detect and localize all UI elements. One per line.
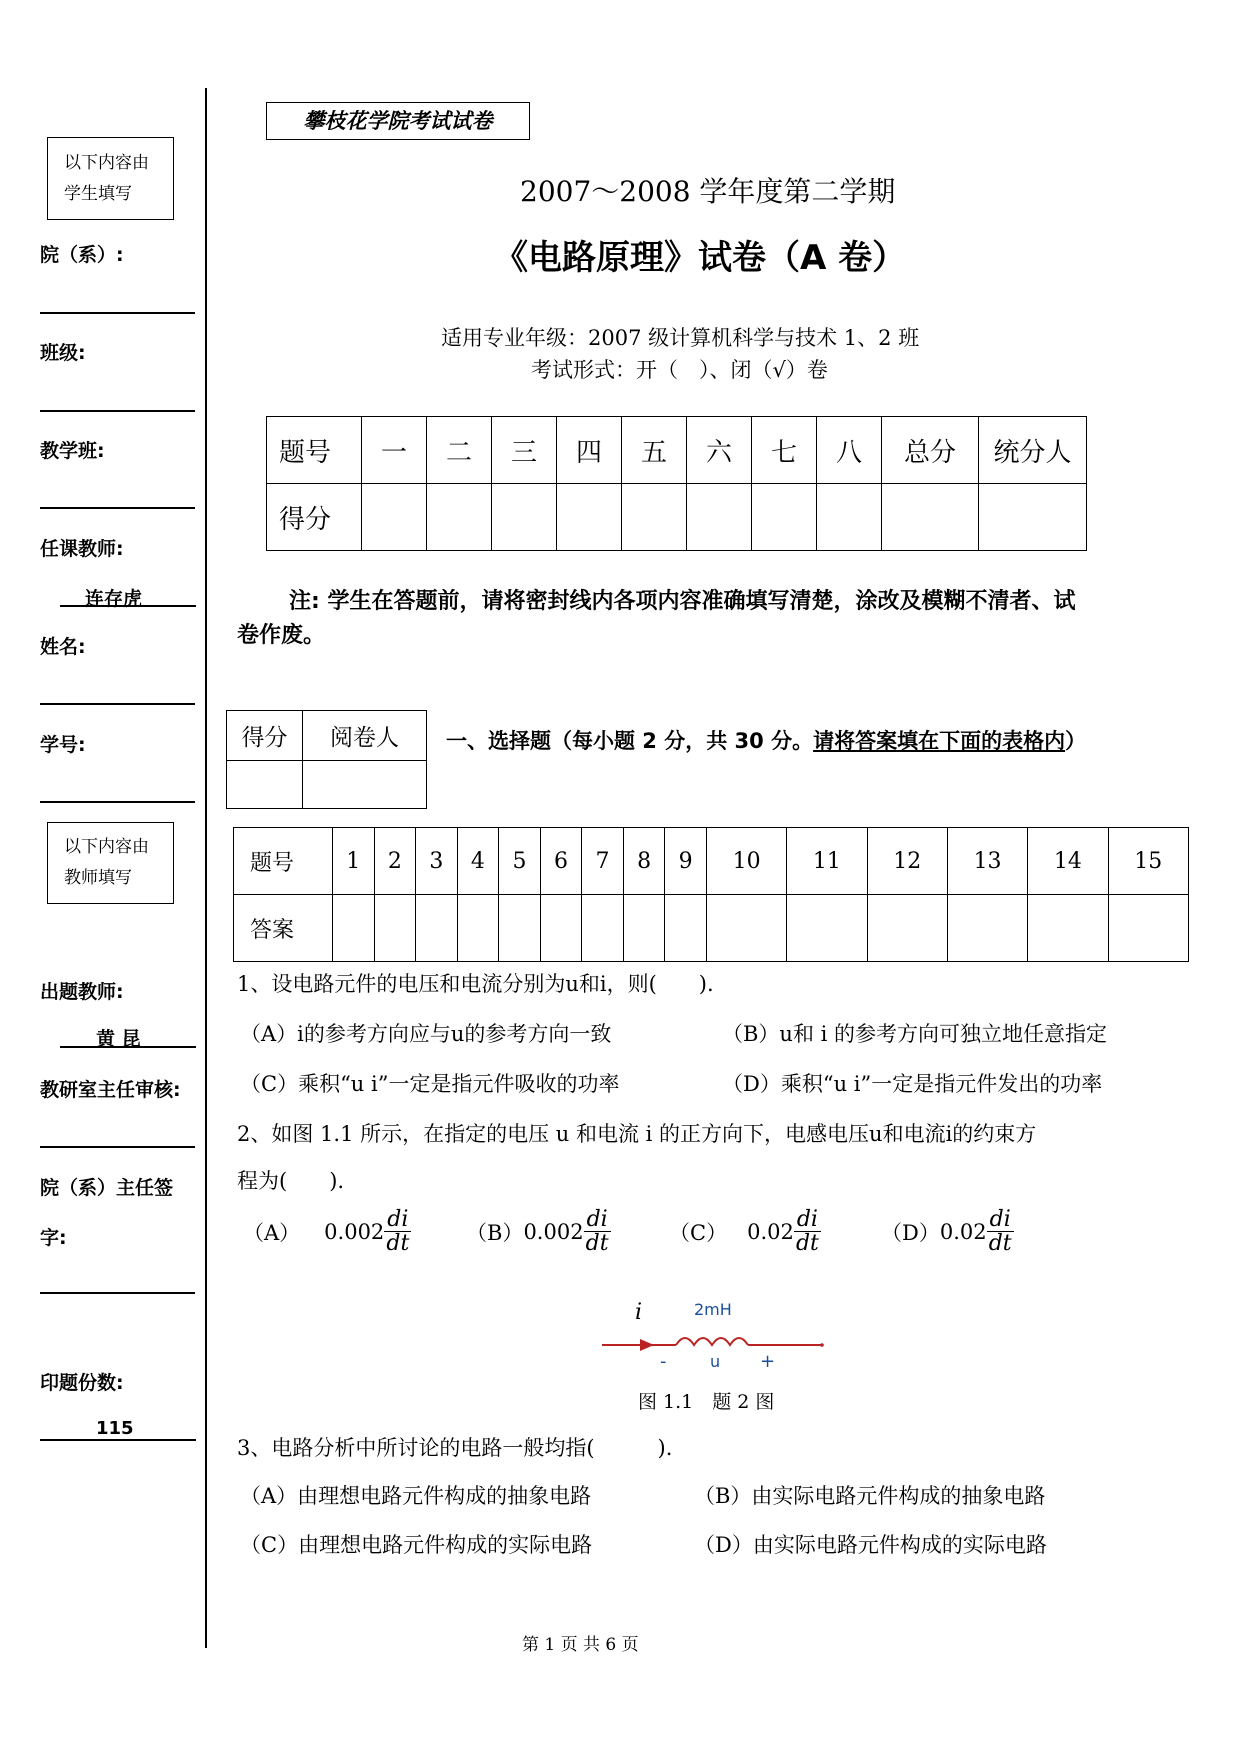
dean-label-cont: 字: [40,1227,67,1249]
answer-number-14: 14 [1028,828,1108,895]
answer-number-2: 2 [374,828,416,895]
answer-input[interactable] [1028,895,1108,962]
school-stamp: 攀枝花学院考试试卷 [266,102,530,140]
answer-input[interactable] [582,895,624,962]
score-cell-counter: 统分人 [979,417,1087,484]
option-c-fraction: $\frac{di}{dt}$ [794,1208,821,1255]
score-cell-label: 题号 [267,417,362,484]
score-cell-7: 七 [752,417,817,484]
note-line-1: 注: 学生在答题前，请将密封线内各项内容准确填写清楚，涂改及模糊不清者、试 [289,589,1076,614]
applicable-major: 适用专业年级：2007 级计算机科学与技术 1、2 班 [441,326,920,350]
answer-input[interactable] [540,895,582,962]
dean-label: 院（系）主任签 [40,1177,174,1199]
question-2-option-b [466,1208,611,1255]
setter-value: 黄 昆 [96,1028,141,1050]
college-label: 院（系）: [40,244,124,266]
answer-input[interactable] [374,895,416,962]
score-table-score-row [267,484,1087,551]
dean-line[interactable] [40,1292,195,1294]
figure-minus-label: - [660,1351,667,1370]
answer-number-7: 7 [582,828,624,895]
grader-name-input[interactable] [303,761,427,809]
name-line[interactable] [40,703,195,705]
answer-number-1: 1 [333,828,375,895]
answer-table-answer-row [234,895,1189,962]
exam-title: 《电路原理》试卷（A 卷） [494,238,907,278]
answer-input[interactable] [867,895,947,962]
answer-number-10: 10 [706,828,786,895]
question-1-option-a: （A）i的参考方向应与u的参考方向一致 [240,1022,612,1046]
answer-number-5: 5 [499,828,541,895]
copies-label: 印题份数: [40,1372,124,1394]
answer-input[interactable] [333,895,375,962]
answer-table-number-row [234,828,1189,895]
teacher-label: 任课教师: [40,538,124,560]
section1-title [446,725,1086,755]
answer-number-3: 3 [416,828,458,895]
score-input-7[interactable] [752,484,817,551]
answer-number-9: 9 [665,828,707,895]
page-number: 第 1 页 共 6 页 [522,1635,639,1655]
score-input-total[interactable] [882,484,979,551]
answer-input[interactable] [499,895,541,962]
college-line[interactable] [40,312,195,314]
section1-title-end: ） [1065,729,1087,753]
teaching-class-line[interactable] [40,507,195,509]
score-input-5[interactable] [622,484,687,551]
answer-number-6: 6 [540,828,582,895]
answer-number-4: 4 [457,828,499,895]
name-label: 姓名: [40,636,86,658]
question-1-option-d: （D）乘积“u i”一定是指元件发出的功率 [722,1072,1103,1096]
score-input-3[interactable] [492,484,557,551]
score-cell-6: 六 [687,417,752,484]
score-input-8[interactable] [817,484,882,551]
option-a-fraction: $\frac{di}{dt}$ [384,1208,411,1255]
question-2-option-c [669,1208,821,1255]
option-c-label: （C） [669,1220,728,1245]
score-row-label: 得分 [267,484,362,551]
question-2-line-1: 2、如图 1.1 所示，在指定的电压 u 和电流 i 的正方向下，电感电压u和电流i的约束方 [237,1122,1037,1146]
score-input-counter[interactable] [979,484,1087,551]
question-2-option-d [881,1208,1014,1255]
option-b-label: （B） [466,1220,524,1245]
answer-table [233,827,1189,962]
inductor-coil [676,1338,748,1345]
figure-voltage-label: u [710,1352,721,1370]
note-line-2: 卷作废。 [237,623,326,648]
answer-number-label: 题号 [234,828,333,895]
score-input-4[interactable] [557,484,622,551]
question-3-option-b: （B）由实际电路元件构成的抽象电路 [694,1484,1046,1508]
inductor-circuit-figure [600,1295,830,1370]
score-cell-8: 八 [817,417,882,484]
score-input-1[interactable] [362,484,427,551]
copies-value: 115 [96,1418,134,1439]
question-3-option-c: （C）由理想电路元件构成的实际电路 [240,1533,593,1557]
student-id-line[interactable] [40,801,195,803]
score-table-header-row [267,417,1087,484]
answer-input[interactable] [1108,895,1188,962]
setter-line[interactable] [60,1046,196,1048]
grader-name-label: 阅卷人 [303,711,427,761]
setter-label: 出题教师: [40,981,124,1003]
score-input-6[interactable] [687,484,752,551]
score-cell-4: 四 [557,417,622,484]
grader-score-input[interactable] [227,761,303,809]
grader-score-label: 得分 [227,711,303,761]
grader-table [226,710,427,809]
question-1-option-b: （B）u和 i 的参考方向可独立地任意指定 [722,1022,1108,1046]
question-3-option-d: （D）由实际电路元件构成的实际电路 [694,1533,1047,1557]
answer-input[interactable] [457,895,499,962]
term-title: 2007～2008 学年度第二学期 [520,175,896,208]
score-cell-1: 一 [362,417,427,484]
exam-form: 考试形式：开（ ）、闭（√）卷 [531,358,828,382]
answer-input[interactable] [947,895,1027,962]
score-cell-total: 总分 [882,417,979,484]
option-a-label: （A） [243,1220,301,1245]
score-table [266,416,1087,551]
teacher-value: 连存虎 [85,588,143,610]
answer-number-8: 8 [623,828,665,895]
question-3-option-a: （A）由理想电路元件构成的抽象电路 [240,1484,592,1508]
reviewer-label: 教研室主任审核: [40,1079,181,1101]
answer-input[interactable] [665,895,707,962]
answer-number-12: 12 [867,828,947,895]
student-fill-text: 以下内容由 学生填写 [64,153,149,204]
score-cell-2: 二 [427,417,492,484]
teacher-fill-text: 以下内容由 教师填写 [64,837,149,888]
question-1: 1、设电路元件的电压和电流分别为u和i，则( ). [237,972,714,996]
binding-line [205,88,207,1648]
score-cell-3: 三 [492,417,557,484]
answer-number-13: 13 [947,828,1027,895]
score-cell-5: 五 [622,417,687,484]
section1-title-underlined: 请将答案填在下面的表格内 [813,729,1066,753]
copies-line[interactable] [40,1439,196,1441]
answer-number-11: 11 [787,828,867,895]
answer-input[interactable] [787,895,867,962]
answer-input[interactable] [623,895,665,962]
question-3: 3、电路分析中所讨论的电路一般均指( ). [237,1436,673,1460]
class-line[interactable] [40,410,195,412]
option-d-coef: 0.02 [939,1219,987,1244]
figure-caption: 图 1.1 题 2 图 [638,1391,775,1413]
class-label: 班级: [40,342,86,364]
figure-plus-label: + [760,1351,776,1370]
current-arrow-icon [640,1339,654,1351]
reviewer-line[interactable] [40,1146,195,1148]
answer-row-label: 答案 [234,895,333,962]
section1-title-main: 一、选择题（每小题 2 分，共 30 分。 [446,729,814,753]
option-c-coef: 0.02 [747,1219,794,1244]
score-input-2[interactable] [427,484,492,551]
question-2-line-2: 程为( ). [237,1169,345,1193]
option-b-coef: 0.002 [523,1219,584,1244]
option-a-coef: 0.002 [324,1219,385,1244]
figure-current-label: i [635,1300,643,1325]
figure-inductance-label: 2mH [694,1300,732,1319]
question-2-option-a [243,1208,411,1255]
terminal-right [820,1343,824,1347]
student-id-label: 学号: [40,734,86,756]
teacher-line[interactable] [60,605,196,607]
question-1-option-c: （C）乘积“u i”一定是指元件吸收的功率 [240,1072,620,1096]
option-b-fraction: $\frac{di}{dt}$ [584,1208,611,1255]
option-d-fraction: $\frac{di}{dt}$ [987,1208,1014,1255]
answer-input[interactable] [416,895,458,962]
answer-number-15: 15 [1108,828,1188,895]
teaching-class-label: 教学班: [40,440,105,462]
answer-input[interactable] [706,895,786,962]
option-d-label: （D） [881,1220,940,1245]
